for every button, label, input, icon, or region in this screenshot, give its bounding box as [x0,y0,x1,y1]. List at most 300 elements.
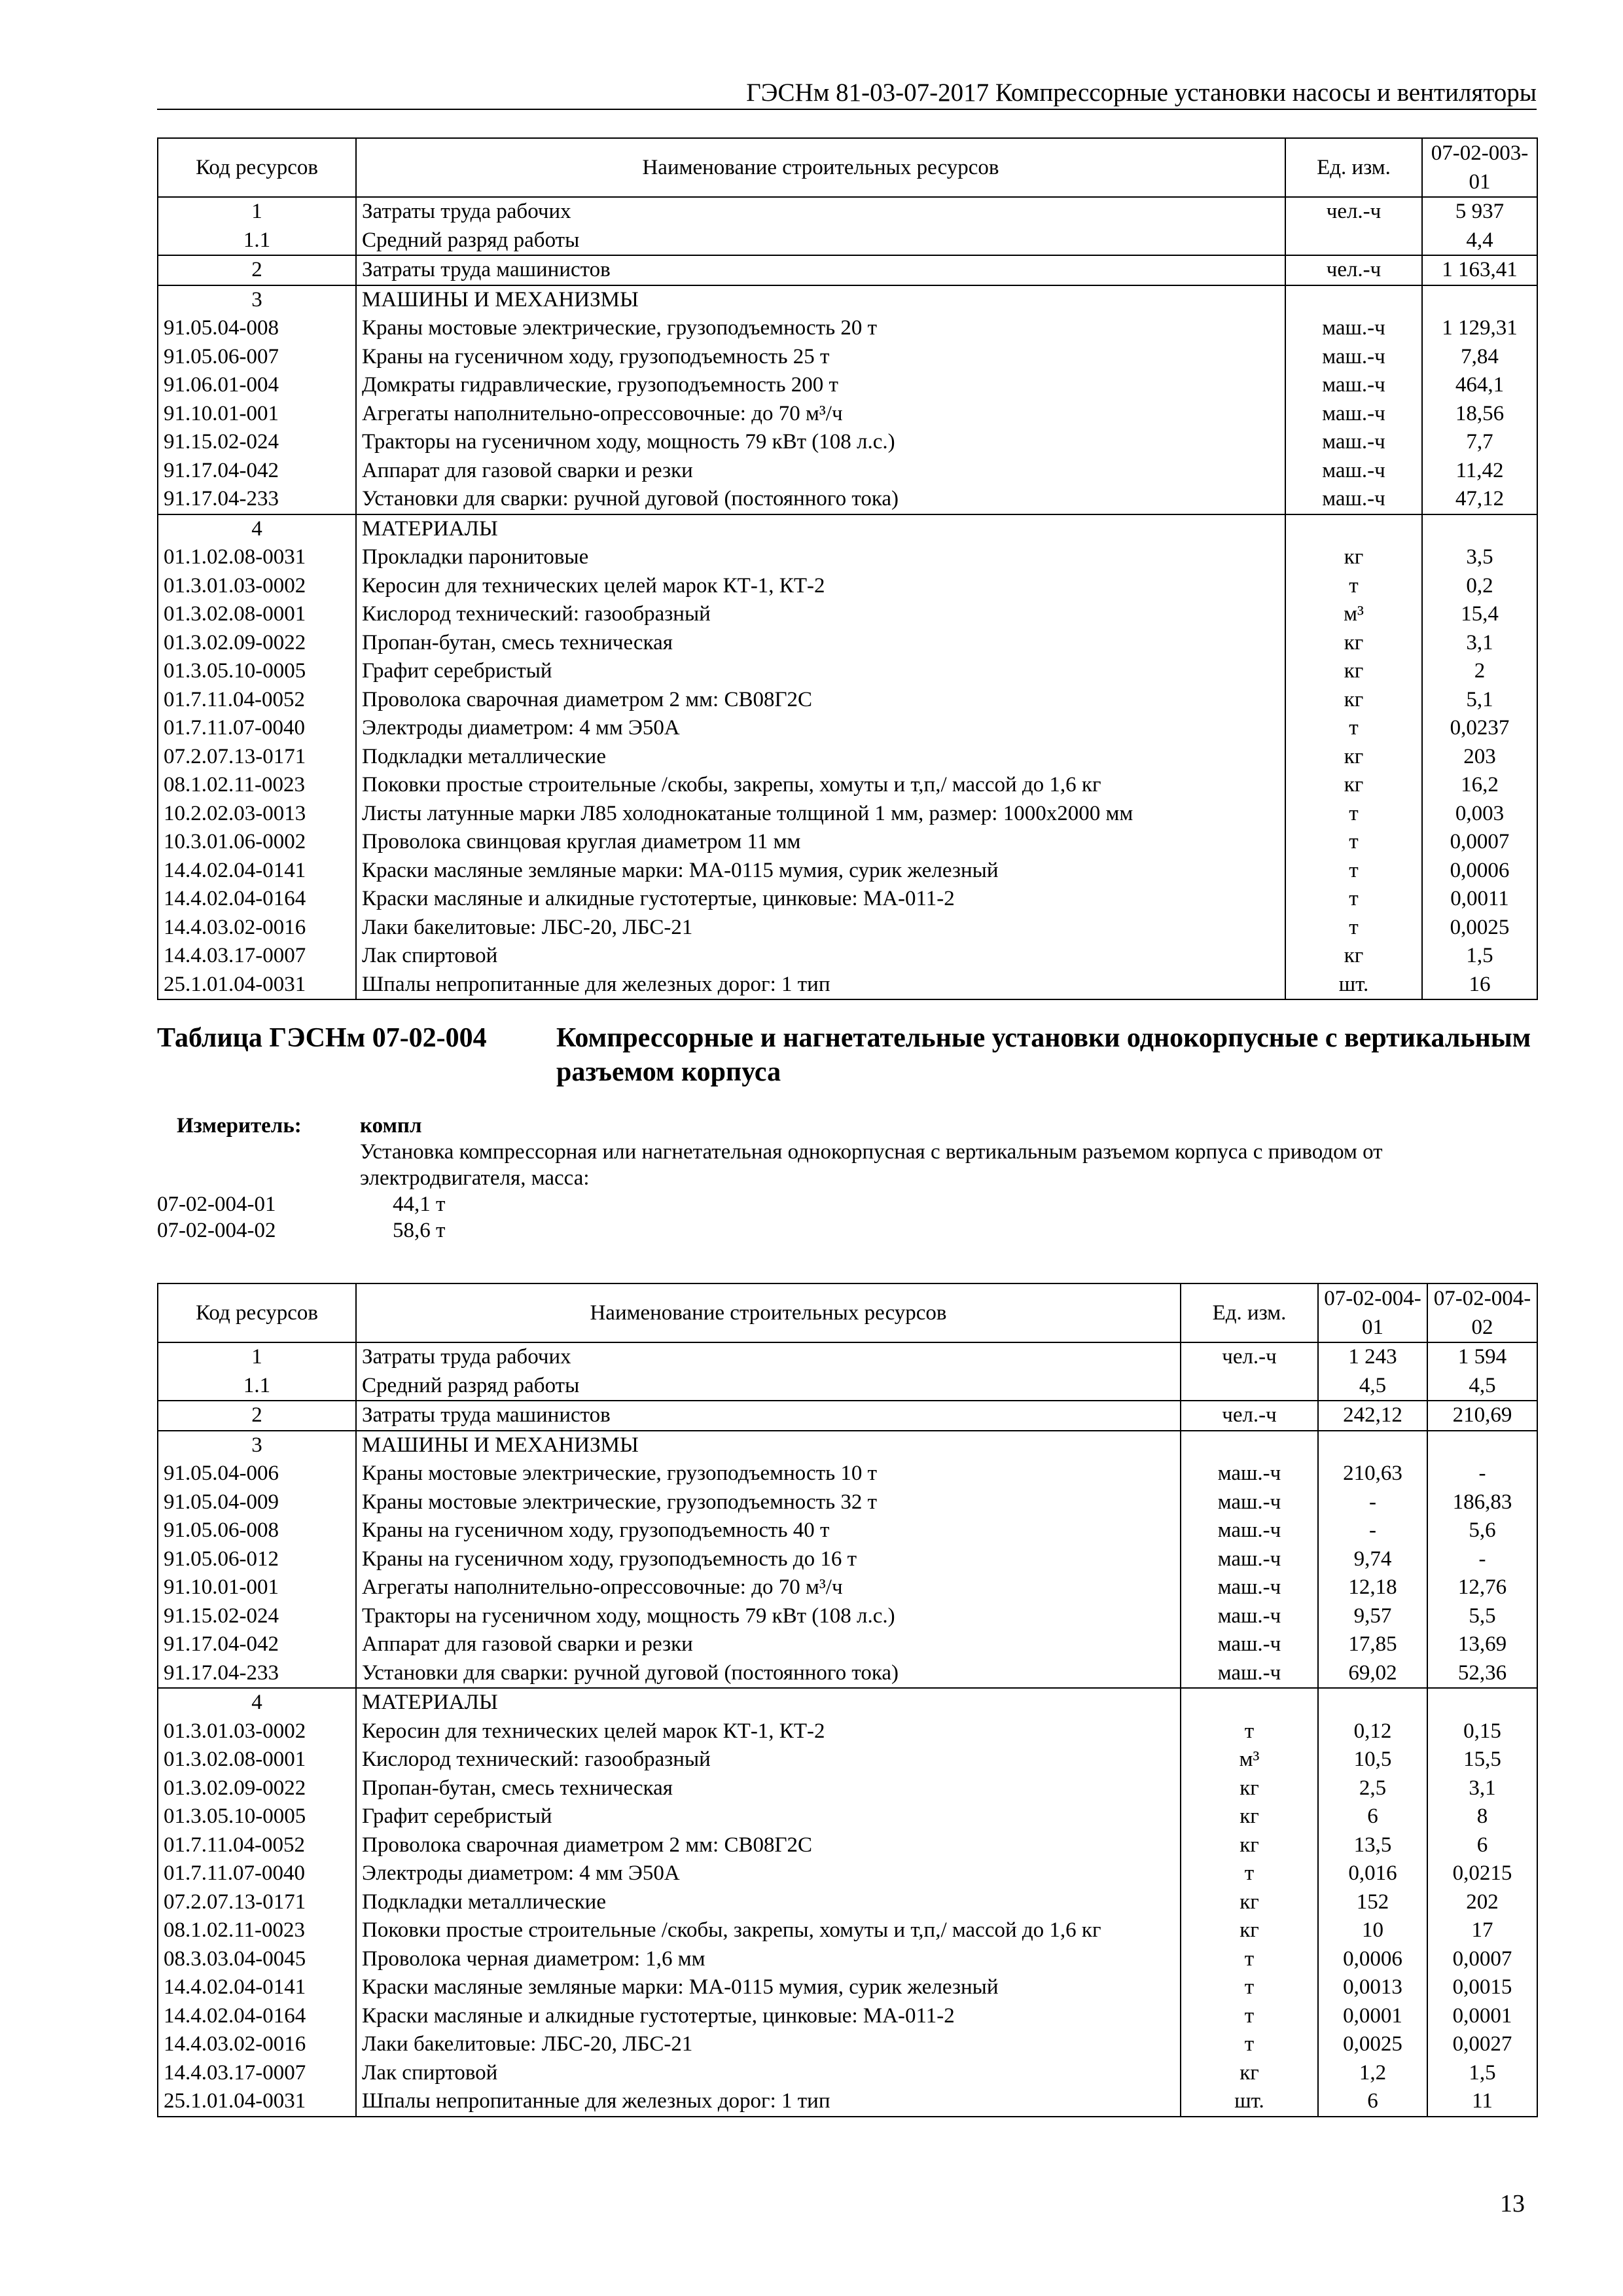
resource-code-cell: 10.3.01.06-0002 [158,828,356,857]
resource-code-cell: 14.4.03.17-0007 [158,942,356,971]
norm-value-cell: 0,0013 [1318,1973,1427,2002]
norm-value-cell: 5,5 [1427,1602,1537,1631]
unit-cell: маш.-ч [1181,1545,1318,1574]
norm-value-cell: 0,0027 [1427,2030,1537,2059]
unit-cell: маш.-ч [1181,1659,1318,1689]
resource-name-cell: Краны мостовые электрические, грузоподъемность 32 т [356,1488,1181,1517]
norm-value-cell: 0,2 [1422,572,1537,601]
norm-value-cell: 0,0006 [1422,857,1537,886]
unit-cell: т [1181,1717,1318,1746]
resource-code-cell: 01.7.11.07-0040 [158,1859,356,1888]
resource-code-cell: 01.3.05.10-0005 [158,1803,356,1831]
resource-name-cell: Проволока сварочная диаметром 2 мм: СВ08Г2С [356,1831,1181,1860]
resource-code-cell: 01.3.02.09-0022 [158,629,356,658]
table-row [158,914,1537,942]
unit-cell: маш.-ч [1285,428,1422,457]
unit-cell: чел.-ч [1285,197,1422,226]
unit-cell: маш.-ч [1181,1516,1318,1545]
table-row [158,543,1537,572]
unit-cell: т [1285,800,1422,829]
resource-code-cell: 91.15.02-024 [158,1602,356,1631]
norm-value-cell: 152 [1318,1888,1427,1917]
norm-value-cell: 2,5 [1318,1774,1427,1803]
table-row [158,343,1537,372]
resource-code-cell: 25.1.01.04-0031 [158,971,356,1000]
col-header-unit: Ед. изм. [1181,1283,1318,1342]
resource-name-cell: Керосин для технических целей марок КТ-1, КТ-2 [356,572,1285,601]
resource-code-cell: 08.1.02.11-0023 [158,1916,356,1945]
unit-cell: т [1181,1859,1318,1888]
resource-name-cell: Краски масляные и алкидные густотертые, цинковые: МА-011-2 [356,2002,1181,2031]
resource-name-cell: Прокладки паронитовые [356,543,1285,572]
resource-name-cell: Краски масляные земляные марки: МА-0115 мумия, сурик железный [356,1973,1181,2002]
meter-description: Установка компрессорная или нагнетательная однокорпусная с вертикальным разъемом корпуса с приводом от электродвигателя, масса: [360,1140,1383,1190]
norm-value-cell: 9,74 [1318,1545,1427,1574]
resource-name-cell: Краны мостовые электрические, грузоподъемность 20 т [356,314,1285,343]
norm-value-cell: 5 937 [1422,197,1537,226]
unit-cell: кг [1181,1916,1318,1945]
norm-value-cell: 17,85 [1318,1630,1427,1659]
resource-code-cell: 91.05.06-008 [158,1516,356,1545]
resource-name-cell: Керосин для технических целей марок КТ-1, КТ-2 [356,1717,1181,1746]
norm-value-cell: 11,42 [1422,457,1537,486]
norm-value-cell: 210,63 [1318,1460,1427,1488]
resource-name-cell: Графит серебристый [356,1803,1181,1831]
norm-value-cell: 203 [1422,743,1537,772]
unit-cell: маш.-ч [1285,400,1422,429]
unit-cell: м³ [1181,1746,1318,1774]
col-header-unit: Ед. изм. [1285,138,1422,197]
resource-name-cell: Проволока свинцовая круглая диаметром 11 мм [356,828,1285,857]
table-number: Таблица ГЭСНм 07-02-004 [157,1023,487,1053]
norm-value-cell [1427,1431,1537,1460]
resource-name-cell: Затраты труда рабочих [356,197,1285,226]
resource-code-cell: 91.05.06-012 [158,1545,356,1574]
unit-cell: чел.-ч [1181,1342,1318,1372]
unit-cell: шт. [1181,2087,1318,2117]
unit-cell: кг [1181,1803,1318,1831]
unit-cell: чел.-ч [1181,1401,1318,1431]
norm-value-cell: 0,12 [1318,1717,1427,1746]
unit-cell: т [1285,572,1422,601]
norm-value-cell: 3,1 [1427,1774,1537,1803]
resource-code-cell: 08.3.03.04-0045 [158,1945,356,1974]
resource-code-cell: 01.3.01.03-0002 [158,572,356,601]
norm-value-cell: 16 [1422,971,1537,1000]
unit-cell: кг [1285,686,1422,715]
norm-value-cell: 7,84 [1422,343,1537,372]
table-row [158,1516,1537,1545]
resource-name-cell: Пропан-бутан, смесь техническая [356,629,1285,658]
resource-code-cell: 14.4.02.04-0141 [158,857,356,886]
table-header-row [158,1283,1537,1342]
resource-name-cell: Графит серебристый [356,657,1285,686]
resource-code-cell: 91.06.01-004 [158,371,356,400]
resource-name-cell: Краски масляные земляные марки: МА-0115 мумия, сурик железный [356,857,1285,886]
resource-name-cell: Аппарат для газовой сварки и резки [356,1630,1181,1659]
variant-value: 58,6 т [393,1219,446,1242]
resource-code-cell: 3 [158,285,356,315]
col-header-norm-1: 07-02-004-01 [1318,1283,1427,1342]
norm-value-cell: 0,0025 [1318,2030,1427,2059]
table-row [158,2087,1537,2117]
resource-name-cell: Пропан-бутан, смесь техническая [356,1774,1181,1803]
resource-code-cell: 1.1 [158,226,356,256]
resource-code-cell: 10.2.02.03-0013 [158,800,356,829]
table-row [158,1573,1537,1602]
resource-name-cell: Краны мостовые электрические, грузоподъемность 10 т [356,1460,1181,1488]
resource-name-cell: МАТЕРИАЛЫ [356,1688,1181,1717]
table-row [158,1659,1537,1689]
table-row [158,600,1537,629]
resource-code-cell: 01.3.05.10-0005 [158,657,356,686]
unit-cell: маш.-ч [1181,1460,1318,1488]
resource-code-cell: 01.1.02.08-0031 [158,543,356,572]
unit-cell [1181,1431,1318,1460]
unit-cell: кг [1181,1888,1318,1917]
resource-code-cell: 07.2.07.13-0171 [158,1888,356,1917]
norm-value-cell: 15,4 [1422,600,1537,629]
resource-name-cell: Подкладки металлические [356,1888,1181,1917]
norm-value-cell [1318,1688,1427,1717]
unit-cell [1285,514,1422,544]
norm-value-cell: 186,83 [1427,1488,1537,1517]
resource-name-cell: Проволока черная диаметром: 1,6 мм [356,1945,1181,1974]
norm-value-cell: 2 [1422,657,1537,686]
header-rule [157,109,1537,110]
unit-cell: шт. [1285,971,1422,1000]
norm-value-cell: 10,5 [1318,1746,1427,1774]
resource-name-cell: Средний разряд работы [356,1372,1181,1401]
norm-value-cell: 11 [1427,2087,1537,2117]
resource-name-cell: Электроды диаметром: 4 мм Э50А [356,1859,1181,1888]
unit-cell: т [1285,828,1422,857]
resource-code-cell: 25.1.01.04-0031 [158,2087,356,2117]
norm-value-cell: - [1427,1460,1537,1488]
norm-value-cell: 464,1 [1422,371,1537,400]
resource-code-cell: 14.4.02.04-0164 [158,2002,356,2031]
norm-value-cell: 1,5 [1422,942,1537,971]
table-row [158,514,1537,544]
table-row [158,686,1537,715]
resource-code-cell: 1.1 [158,1372,356,1401]
resources-table-07-02-003 [157,137,1538,1000]
unit-cell: кг [1285,771,1422,800]
norm-value-cell: 1 243 [1318,1342,1427,1372]
unit-cell: т [1285,714,1422,743]
norm-value-cell: 0,15 [1427,1717,1537,1746]
table-row [158,857,1537,886]
resource-code-cell: 01.7.11.07-0040 [158,714,356,743]
resource-code-cell: 01.3.02.08-0001 [158,1746,356,1774]
norm-value-cell: 9,57 [1318,1602,1427,1631]
norm-value-cell: 0,0001 [1427,2002,1537,2031]
resource-name-cell: Агрегаты наполнительно-опрессовочные: до 70 м³/ч [356,400,1285,429]
norm-value-cell: 3,5 [1422,543,1537,572]
unit-cell: маш.-ч [1285,371,1422,400]
norm-value-cell: 16,2 [1422,771,1537,800]
table-row [158,942,1537,971]
resource-code-cell: 1 [158,197,356,226]
table-row [158,2002,1537,2031]
table-row [158,197,1537,226]
unit-cell: маш.-ч [1285,457,1422,486]
col-header-norm-2: 07-02-004-02 [1427,1283,1537,1342]
norm-value-cell: 0,0007 [1422,828,1537,857]
table-row [158,1688,1537,1717]
resource-name-cell: Листы латунные марки Л85 холоднокатаные толщиной 1 мм, размер: 1000х2000 мм [356,800,1285,829]
table-row [158,743,1537,772]
norm-value-cell: 8 [1427,1803,1537,1831]
norm-value-cell: - [1318,1488,1427,1517]
resource-name-cell: Кислород технический: газообразный [356,600,1285,629]
resource-code-cell: 91.05.04-009 [158,1488,356,1517]
norm-value-cell: 210,69 [1427,1401,1537,1431]
table-row [158,255,1537,285]
table-row [158,285,1537,315]
unit-cell: маш.-ч [1181,1573,1318,1602]
resource-code-cell: 91.17.04-233 [158,1659,356,1689]
table-row [158,1717,1537,1746]
norm-value-cell: 6 [1427,1831,1537,1860]
resource-code-cell: 01.7.11.04-0052 [158,1831,356,1860]
resource-code-cell: 08.1.02.11-0023 [158,771,356,800]
resource-name-cell: Краны на гусеничном ходу, грузоподъемность до 16 т [356,1545,1181,1574]
table-header-row [158,138,1537,197]
resource-code-cell: 14.4.02.04-0141 [158,1973,356,2002]
resource-name-cell: Затраты труда рабочих [356,1342,1181,1372]
unit-cell: кг [1285,543,1422,572]
norm-value-cell: 1 594 [1427,1342,1537,1372]
unit-cell: кг [1285,743,1422,772]
resource-name-cell: Лаки бакелитовые: ЛБС-20, ЛБС-21 [356,2030,1181,2059]
unit-cell: кг [1285,629,1422,658]
resource-name-cell: МАТЕРИАЛЫ [356,514,1285,544]
resource-code-cell: 91.05.06-007 [158,343,356,372]
unit-cell: маш.-ч [1181,1602,1318,1631]
table-title: Компрессорные и нагнетательные установки однокорпусные с вертикальным разъемом корпуса [556,1023,1531,1087]
unit-cell: т [1285,885,1422,914]
norm-value-cell: 0,0011 [1422,885,1537,914]
table-row [158,1774,1537,1803]
variant-value: 44,1 т [393,1193,446,1216]
unit-cell [1181,1688,1318,1717]
norm-value-cell: 0,0237 [1422,714,1537,743]
table-row [158,371,1537,400]
resources-table-07-02-004 [157,1283,1538,2117]
norm-value-cell: 1,5 [1427,2059,1537,2088]
norm-value-cell [1427,1688,1537,1717]
unit-cell: кг [1285,657,1422,686]
norm-value-cell: - [1318,1516,1427,1545]
resource-code-cell: 3 [158,1431,356,1460]
norm-value-cell: 0,0001 [1318,2002,1427,2031]
table-row [158,771,1537,800]
norm-value-cell: 1 163,41 [1422,255,1537,285]
table-row [158,1888,1537,1917]
norm-value-cell: 12,76 [1427,1573,1537,1602]
resource-code-cell: 91.10.01-001 [158,400,356,429]
unit-cell [1181,1372,1318,1401]
unit-cell: маш.-ч [1181,1630,1318,1659]
table-row [158,885,1537,914]
resource-name-cell: Лак спиртовой [356,942,1285,971]
resource-code-cell: 01.3.02.08-0001 [158,600,356,629]
unit-cell: т [1285,914,1422,942]
table-row [158,572,1537,601]
resource-code-cell: 91.05.04-008 [158,314,356,343]
resource-name-cell: Лак спиртовой [356,2059,1181,2088]
resource-code-cell: 2 [158,1401,356,1431]
table-row [158,629,1537,658]
norm-value-cell: 202 [1427,1888,1537,1917]
norm-value-cell: 6 [1318,1803,1427,1831]
col-header-name: Наименование строительных ресурсов [356,138,1285,197]
norm-value-cell: 4,4 [1422,226,1537,256]
norm-value-cell: 7,7 [1422,428,1537,457]
col-header-norm-1: 07-02-003-01 [1422,138,1537,197]
norm-value-cell: 0,003 [1422,800,1537,829]
table-row [158,714,1537,743]
norm-value-cell: 5,1 [1422,686,1537,715]
table-row [158,1916,1537,1945]
norm-value-cell: 0,0215 [1427,1859,1537,1888]
table-row [158,428,1537,457]
resource-code-cell: 07.2.07.13-0171 [158,743,356,772]
resource-code-cell: 91.17.04-233 [158,485,356,514]
resource-code-cell: 14.4.03.02-0016 [158,2030,356,2059]
meter-label: Измеритель: [177,1114,302,1138]
resource-name-cell: Краны на гусеничном ходу, грузоподъемность 40 т [356,1516,1181,1545]
table-row [158,1746,1537,1774]
col-header-name: Наименование строительных ресурсов [356,1283,1181,1342]
col-header-code: Код ресурсов [158,1283,356,1342]
running-header: ГЭСНм 81-03-07-2017 Компрессорные установки насосы и вентиляторы [746,79,1537,107]
unit-cell: кг [1181,2059,1318,2088]
table-row [158,1460,1537,1488]
norm-value-cell: 1 129,31 [1422,314,1537,343]
norm-value-cell: 4,5 [1427,1372,1537,1401]
unit-cell: кг [1181,1774,1318,1803]
resource-name-cell: Поковки простые строительные /скобы, закрепы, хомуты и т,п,/ массой до 1,6 кг [356,771,1285,800]
resource-code-cell: 01.3.02.09-0022 [158,1774,356,1803]
resource-name-cell: Лаки бакелитовые: ЛБС-20, ЛБС-21 [356,914,1285,942]
unit-cell: маш.-ч [1285,485,1422,514]
table-row [158,1342,1537,1372]
norm-value-cell: 17 [1427,1916,1537,1945]
table-row [158,1945,1537,1974]
resource-name-cell: Агрегаты наполнительно-опрессовочные: до 70 м³/ч [356,1573,1181,1602]
norm-value-cell: 0,0015 [1427,1973,1537,2002]
norm-value-cell: 13,5 [1318,1831,1427,1860]
resource-name-cell: Домкраты гидравлические, грузоподъемность 200 т [356,371,1285,400]
resource-code-cell: 91.15.02-024 [158,428,356,457]
unit-cell: т [1181,2030,1318,2059]
table-row [158,1431,1537,1460]
norm-value-cell: 4,5 [1318,1372,1427,1401]
table-row [158,1545,1537,1574]
resource-code-cell: 14.4.02.04-0164 [158,885,356,914]
unit-cell [1285,285,1422,315]
unit-cell: чел.-ч [1285,255,1422,285]
table-row [158,2059,1537,2088]
resource-code-cell: 4 [158,514,356,544]
norm-value-cell [1318,1431,1427,1460]
norm-value-cell: 1,2 [1318,2059,1427,2088]
resource-name-cell: МАШИНЫ И МЕХАНИЗМЫ [356,1431,1181,1460]
norm-value-cell: 0,016 [1318,1859,1427,1888]
norm-value-cell: 47,12 [1422,485,1537,514]
norm-value-cell: 12,18 [1318,1573,1427,1602]
resource-name-cell: Тракторы на гусеничном ходу, мощность 79 кВт (108 л.с.) [356,1602,1181,1631]
resource-code-cell: 01.3.01.03-0002 [158,1717,356,1746]
resource-code-cell: 91.05.04-006 [158,1460,356,1488]
page-number: 13 [1500,2190,1525,2217]
table-row [158,400,1537,429]
norm-value-cell [1422,514,1537,544]
resource-name-cell: МАШИНЫ И МЕХАНИЗМЫ [356,285,1285,315]
norm-value-cell: 18,56 [1422,400,1537,429]
table-row [158,457,1537,486]
table-row [158,828,1537,857]
resource-name-cell: Краны на гусеничном ходу, грузоподъемность 25 т [356,343,1285,372]
resource-code-cell: 01.7.11.04-0052 [158,686,356,715]
norm-value-cell: 13,69 [1427,1630,1537,1659]
resource-name-cell: Кислород технический: газообразный [356,1746,1181,1774]
table-row [158,2030,1537,2059]
unit-cell: кг [1285,942,1422,971]
table-row [158,1372,1537,1401]
table-row [158,1401,1537,1431]
table-row [158,657,1537,686]
norm-value-cell: 69,02 [1318,1659,1427,1689]
resource-name-cell: Затраты труда машинистов [356,1401,1181,1431]
unit-cell: маш.-ч [1285,343,1422,372]
unit-cell [1285,226,1422,256]
table-row [158,1859,1537,1888]
table-row [158,1973,1537,2002]
table-row [158,1488,1537,1517]
table-row [158,800,1537,829]
norm-value-cell: 52,36 [1427,1659,1537,1689]
unit-cell: м³ [1285,600,1422,629]
variant-code: 07-02-004-01 [157,1193,276,1216]
unit-cell: т [1181,1945,1318,1974]
table-row [158,314,1537,343]
resource-name-cell: Проволока сварочная диаметром 2 мм: СВ08Г2С [356,686,1285,715]
resource-code-cell: 14.4.03.02-0016 [158,914,356,942]
resource-name-cell: Подкладки металлические [356,743,1285,772]
resource-code-cell: 1 [158,1342,356,1372]
norm-value-cell: 0,0007 [1427,1945,1537,1974]
resource-code-cell: 2 [158,255,356,285]
unit-cell: т [1181,2002,1318,2031]
resource-name-cell: Тракторы на гусеничном ходу, мощность 79 кВт (108 л.с.) [356,428,1285,457]
norm-value-cell: 0,0006 [1318,1945,1427,1974]
table-row [158,485,1537,514]
table-row [158,226,1537,256]
resource-code-cell: 91.17.04-042 [158,457,356,486]
norm-value-cell [1422,285,1537,315]
norm-value-cell: 3,1 [1422,629,1537,658]
norm-value-cell: 5,6 [1427,1516,1537,1545]
meter-unit: компл [360,1114,422,1138]
norm-value-cell: 10 [1318,1916,1427,1945]
resource-name-cell: Поковки простые строительные /скобы, закрепы, хомуты и т,п,/ массой до 1,6 кг [356,1916,1181,1945]
resource-code-cell: 4 [158,1688,356,1717]
resource-code-cell: 91.10.01-001 [158,1573,356,1602]
table-row [158,1630,1537,1659]
